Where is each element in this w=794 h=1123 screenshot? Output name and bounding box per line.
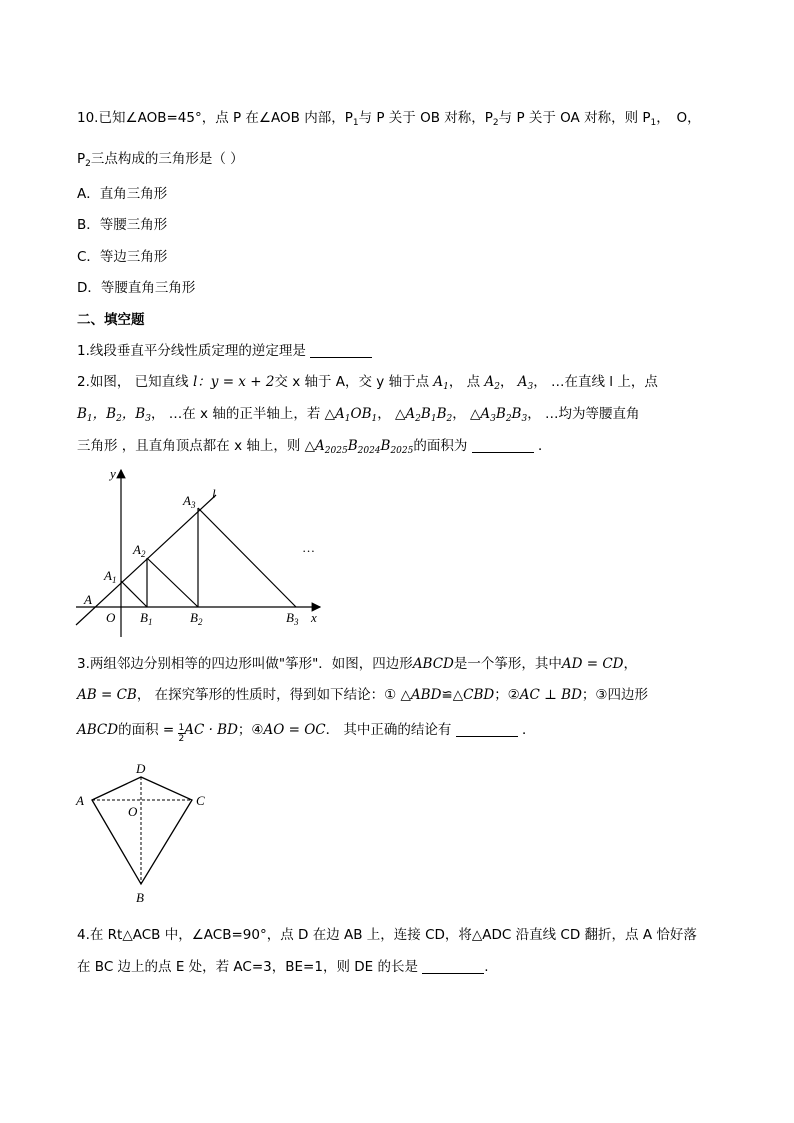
q10-option-b: B．等腰三角形 (77, 217, 168, 233)
q2-line2: $B_1$，$B_2$，$B_3$， …在 x 轴的正半轴上，若 $\triangle A_1OB_1$， $\triangle A_2B_1B_2$， $\triangle A_3B_2B_3$， …均为等腰直角 (77, 406, 640, 424)
q3-answer-blank[interactable] (456, 722, 518, 737)
q3-line1: 3.两组邻边分别相等的四边形叫做"筝形"．如图，四边形ABCD是一个筝形，其中AD = CD， (77, 656, 638, 672)
label-C: C (196, 793, 205, 808)
q10-option-c: C．等边三角形 (77, 249, 168, 265)
fraction-half: $\frac{1}{2}$ (178, 723, 185, 744)
label-x: x (311, 610, 317, 625)
label-A3: $A_3$ (183, 493, 196, 510)
section-title: 二、填空题 (77, 312, 145, 328)
label-D: D (136, 761, 146, 776)
q2-line1: 2.如图， 已知直线 l：y = x + 2交 x 轴于 A，交 y 轴于点 $A_1$， 点 $A_2$， $A_3$， …在直线 l 上，点 (77, 374, 658, 392)
q4-line1: 4.在 Rt△ACB 中，∠ACB=90°，点 D 在边 AB 上，连接 CD，将△ADC 沿直线 CD 翻折，点 A 恰好落 (77, 927, 697, 943)
q2-answer-blank[interactable] (472, 438, 534, 453)
label-y: y (110, 466, 116, 481)
label-A1: $A_1$ (104, 568, 117, 585)
label-B2: $B_2$ (190, 610, 203, 627)
segment-A3B3 (198, 508, 296, 607)
q4-answer-blank[interactable] (422, 959, 484, 974)
label-O: O (106, 610, 116, 625)
q10-line1: 10.已知∠AOB=45°，点 P 在∠AOB 内部，$P_1$与 P 关于 OB 对称，$P_2$与 P 关于 OA 对称，则 $P_1$， O， (77, 110, 701, 128)
q4-line2: 在 BC 边上的点 E 处，若 AC=3，BE=1，则 DE 的长是 . (77, 959, 489, 975)
label-B3: $B_3$ (286, 610, 299, 627)
q1-text: 1.线段垂直平分线性质定理的逆定理是 (77, 341, 372, 361)
label-A: A (84, 592, 92, 607)
q2-line3: 三角形 ，且直角顶点都在 x 轴上，则 $\triangle A_{2025}B_{2024}B_{2025}$的面积为 ． (77, 438, 552, 456)
q3-line2: AB = CB， 在探究筝形的性质时，得到如下结论：① △ABD≌△CBD；②AC ⊥ BD；③四边形 (77, 687, 649, 703)
label-A: A (76, 793, 84, 808)
kite-outline (92, 777, 192, 884)
q10-option-d: D．等腰直角三角形 (77, 280, 196, 296)
label-B1: $B_1$ (140, 610, 153, 627)
label-A2: $A_2$ (133, 542, 146, 559)
figure-kite (72, 758, 222, 908)
figure-isosceles-right-triangles (70, 462, 340, 637)
label-l: l (212, 486, 216, 501)
triangle-A1-O-B1 (121, 581, 147, 607)
q10-option-a: A．直角三角形 (77, 186, 168, 202)
segment-A2B2 (147, 558, 198, 607)
label-B: B (136, 890, 144, 905)
q1-answer-blank[interactable] (310, 343, 372, 358)
label-O: O (128, 804, 138, 819)
q10-line2: $P_2$三点构成的三角形是（ ） (77, 151, 244, 169)
q3-line3: ABCD的面积 = $\frac{1}{2}$ AC · BD；④AO = OC． 其中正确的结论有 ． (77, 722, 536, 744)
label-ellipsis: … (303, 540, 315, 555)
